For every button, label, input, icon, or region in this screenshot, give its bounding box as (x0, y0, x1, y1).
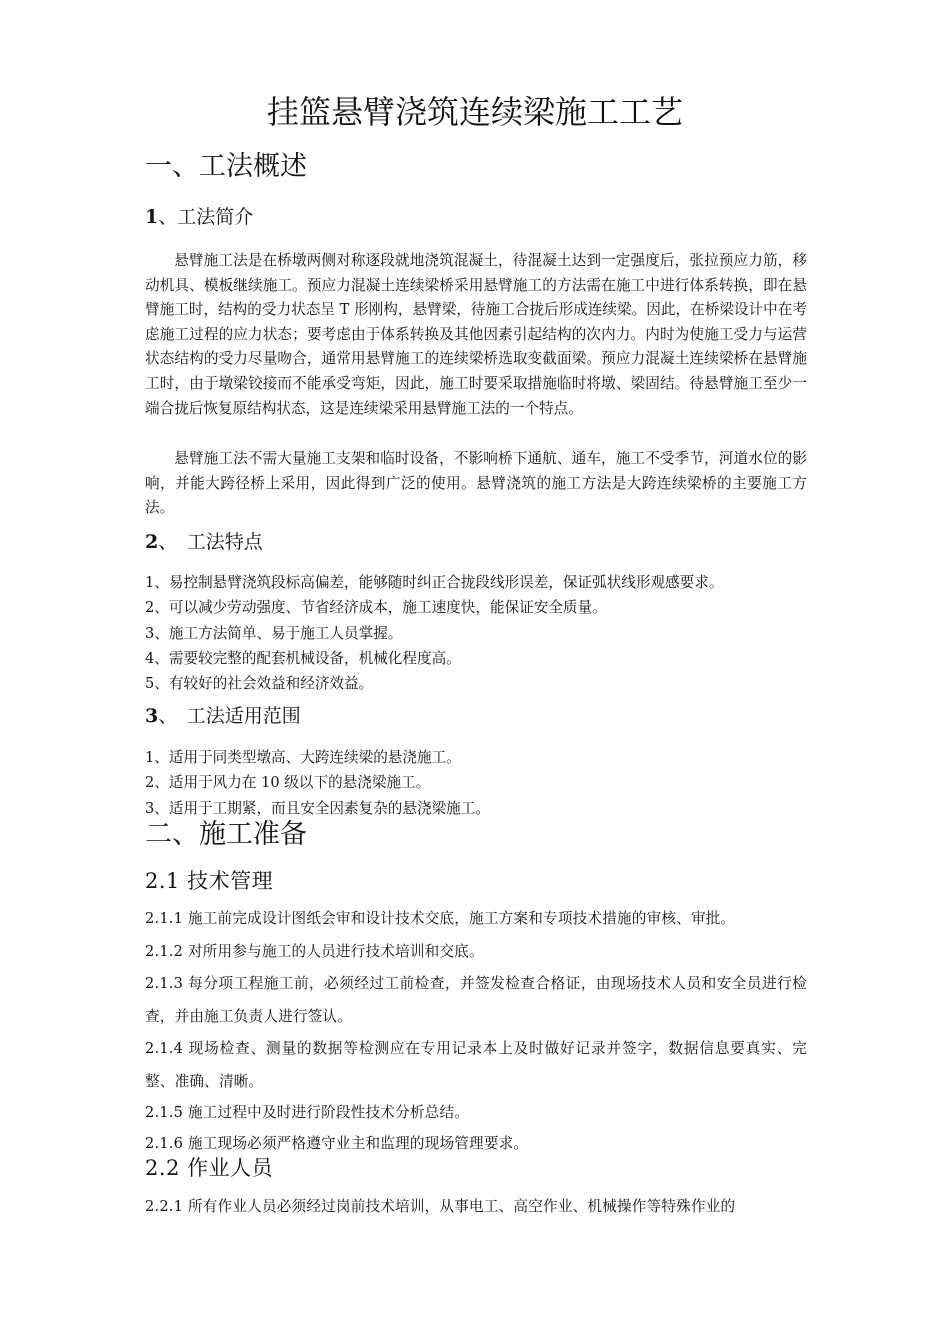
item-2-1-4: 2.1.4 现场检查、测量的数据等检测应在专用记录本上及时做好记录并签字，数据信息要真实、完整、准确、清晰。 (145, 1040, 807, 1090)
section-1-2-heading (145, 528, 263, 556)
item-2-2-1: 2.2.1 所有作业人员必须经过岗前技术培训，从事电工、高空作业、机械操作等特殊作业的 (145, 1198, 736, 1215)
item-2-1-6: 2.1.6 施工现场必须严格遵守业主和监理的现场管理要求。 (145, 1135, 529, 1152)
list-item: 1、适用于同类型墩高、大跨连续梁的悬浇施工。 (145, 749, 461, 766)
section-2-heading: 二、施工准备 (145, 819, 307, 850)
section-1-3-title: 、 工法适用范围 (158, 705, 301, 727)
list-item: 3、施工方法简单、易于施工人员掌握。 (145, 624, 403, 642)
section-1-2-title: 、 工法特点 (158, 531, 263, 553)
section-1-3-heading (145, 702, 301, 730)
section-1-heading: 一、工法概述 (145, 151, 307, 182)
paragraph-intro-2: 悬臂施工法不需大量施工支架和临时设备，不影响桥下通航、通车，施工不受季节，河道水位的影响，并能大跨径桥上采用，因此得到广泛的使用。悬臂浇筑的施工方法是大跨连续梁桥的主要施工方法。 (145, 450, 807, 517)
section-1-2-number: 2 (145, 531, 159, 553)
section-1-1-heading (145, 203, 253, 231)
list-item: 2、适用于风力在 10 级以下的悬浇梁施工。 (145, 774, 431, 792)
section-2-1-heading: 2.1 技术管理 (145, 869, 274, 893)
list-item: 5、有较好的社会效益和经济效益。 (145, 675, 374, 693)
document-title: 挂篮悬臂浇筑连续梁施工工艺 (266, 93, 683, 131)
features-list (145, 570, 807, 696)
paragraph-intro-1: 悬臂施工法是在桥墩两侧对称逐段就地浇筑混凝土，待混凝土达到一定强度后，张拉预应力筋，移动机具、模板继续施工。预应力混凝土连续梁桥采用悬臂施工的方法需在施工中进行体系转换，即在悬臂施工时，结构的受力状态呈 T 形刚构，悬臂梁，待施工合拢后形成连续梁。因此，在桥梁设计中在考虑施工过程的应力状态；要考虑由于体系转换及其他因素引起结构的次内力。内时为使施工受力与运营状态结构的受力尽量吻合，通常用悬臂施工的连续梁桥选取变截面梁。预应力混凝土连续梁桥在悬臂施工时，由于墩梁铰接而不能承受弯矩，因此，施工时要采取措施临时将墩、梁固结。待悬臂施工至少一端合拢后恢复原结构状态，这是连续梁采用悬臂施工法的一个特点。 (145, 252, 807, 417)
item-2-1-2: 2.1.2 对所用参与施工的人员进行技术培训和交底。 (145, 943, 484, 960)
item-2-1-1: 2.1.1 施工前完成设计图纸会审和设计技术交底，施工方案和专项技术措施的审核、审批。 (145, 910, 736, 927)
section-1-3-number: 3 (145, 705, 159, 727)
item-2-1-5: 2.1.5 施工过程中及时进行阶段性技术分析总结。 (145, 1104, 470, 1121)
list-item: 1、易控制悬臂浇筑段标高偏差，能够随时纠正合拢段线形误差，保证弧状线形观感要求。 (145, 574, 724, 591)
scope-list (145, 745, 807, 821)
list-item: 3、适用于工期紧，而且安全因素复杂的悬浇梁施工。 (145, 799, 490, 817)
section-2-2-heading: 2.2 作业人员 (145, 1156, 274, 1180)
list-item: 4、需要较完整的配套机械设备，机械化程度高。 (145, 649, 461, 667)
list-item: 2、可以减少劳动强度、节省经济成本，施工速度快，能保证安全质量。 (145, 599, 607, 617)
section-1-1-title: 、工法简介 (158, 206, 254, 228)
section-1-1-number: 1 (145, 206, 159, 228)
item-2-1-3: 2.1.3 每分项工程施工前，必须经过工前检查，并签发检查合格证，由现场技术人员和安全员进行检查，并由施工负责人进行签认。 (145, 975, 807, 1025)
